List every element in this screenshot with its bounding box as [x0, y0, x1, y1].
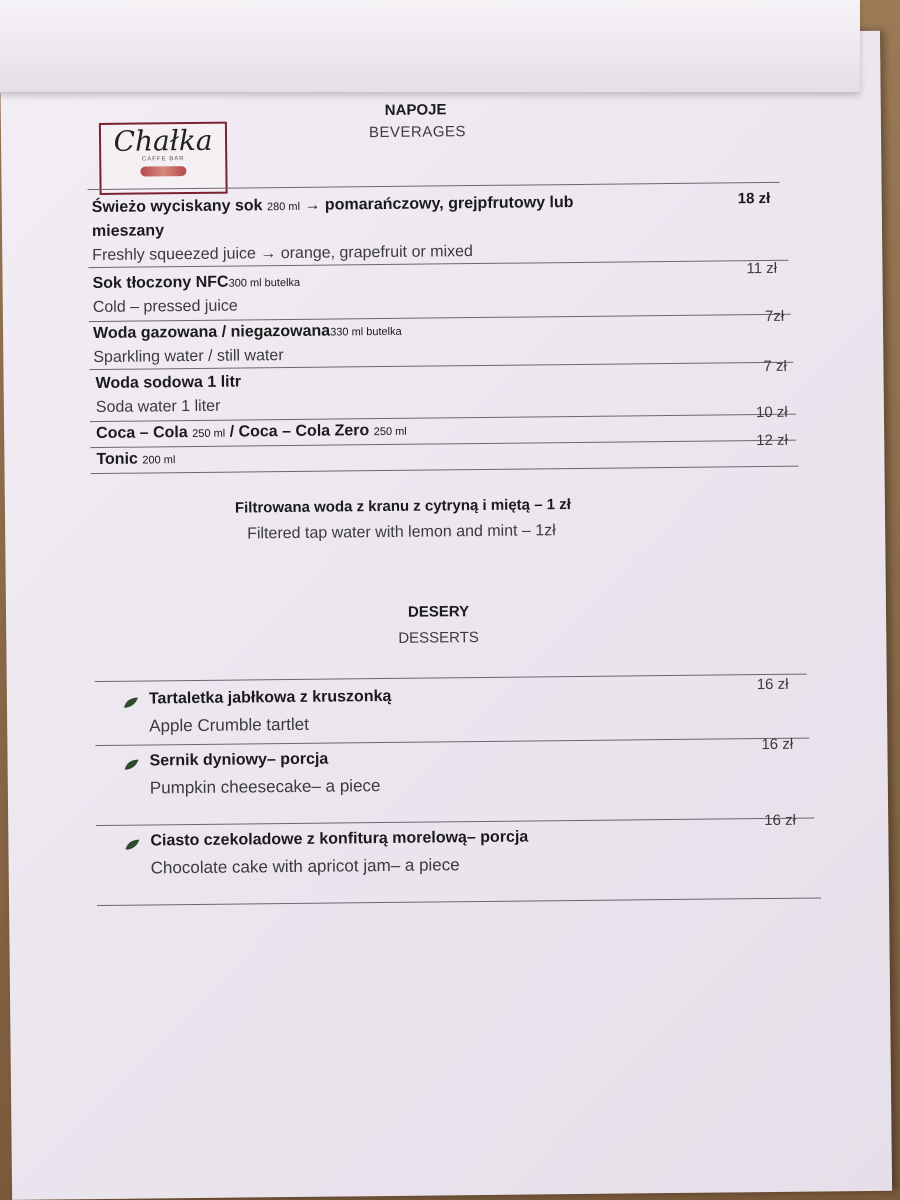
item-size: 250 ml — [192, 427, 226, 441]
menu-item-nfc-en: Cold – pressed juice — [92, 297, 238, 317]
tap-water-note-pl: Filtrowana woda z kranu z cytryną i miętą – 1 zł — [234, 496, 571, 517]
dessert-tartlet-en: Apple Crumble tartlet — [149, 714, 309, 736]
menu-item-juice-pl-cont: mieszany — [91, 222, 165, 241]
menu-page — [0, 31, 892, 1200]
dessert-cheesecake-en: Pumpkin cheesecake– a piece — [149, 776, 381, 798]
menu-item-soda-pl: Woda sodowa 1 litr — [95, 373, 242, 393]
tap-water-note-en: Filtered tap water with lemon and mint – 1zł — [247, 522, 556, 543]
item-size: 300 ml butelka — [228, 276, 301, 290]
bread-icon — [140, 166, 186, 176]
menu-item-cola-pl — [96, 422, 407, 443]
section-title-desserts-pl: DESERY — [407, 603, 470, 621]
item-size: 330 ml butelka — [330, 325, 402, 339]
divider — [91, 466, 799, 474]
section-title-desserts-en: DESSERTS — [398, 629, 479, 647]
dessert-tartlet-price: 16 zł — [756, 675, 789, 694]
menu-item-soda-en: Soda water 1 liter — [95, 397, 221, 417]
menu-item-juice-en: Freshly squeezed juice → orange, grapefruit or mixed — [92, 243, 473, 265]
item-name: Świeżo wyciskany sok — [91, 197, 263, 217]
previous-page-edge — [0, 0, 860, 93]
divider — [95, 674, 807, 682]
menu-item-water-pl — [93, 322, 402, 343]
dessert-tartlet-pl: Tartaletka jabłkowa z kruszonką — [148, 687, 392, 708]
divider — [95, 738, 809, 746]
menu-item-juice-pl — [92, 194, 574, 217]
item-name: Coca – Cola — [96, 424, 188, 443]
menu-item-nfc-price: 11 zł — [746, 259, 778, 278]
dessert-chocolate-price: 16 zł — [764, 811, 796, 830]
divider — [96, 818, 814, 827]
dessert-cheesecake-price: 16 zł — [761, 735, 794, 754]
item-name: Tonic — [96, 450, 138, 469]
menu-item-cola-price: 10 zł — [755, 403, 788, 422]
divider — [97, 897, 821, 906]
item-name: Woda gazowana / niegazowana — [92, 322, 331, 343]
item-name-tail: → pomarańczowy, grejpfrutowy lub — [299, 194, 574, 214]
menu-item-juice-price: 18 zł — [737, 189, 771, 208]
menu-item-soda-price: 7 zł — [763, 357, 787, 376]
dessert-chocolate-en: Chocolate cake with apricot jam– a piece — [150, 855, 460, 878]
dessert-cheesecake-pl: Sernik dyniowy– porcja — [149, 750, 329, 770]
item-size: 280 ml — [266, 200, 301, 214]
menu-item-water-en: Sparkling water / still water — [93, 347, 284, 367]
logo-text: Chałka — [113, 123, 213, 158]
item-name-mid: / Coca – Cola Zero — [225, 422, 370, 441]
section-title-beverages-pl: NAPOJE — [384, 101, 447, 119]
menu-item-water-price: 7zł — [764, 307, 785, 326]
item-name: Sok tłoczony NFC — [92, 273, 229, 293]
leaf-icon — [124, 759, 140, 771]
menu-item-tonic-price: 12 zł — [756, 431, 789, 450]
leaf-icon — [124, 839, 140, 851]
chalka-logo — [99, 122, 228, 195]
logo-subtitle: CAFFE BAR — [141, 156, 185, 163]
item-size-2: 250 ml — [373, 425, 407, 439]
item-size: 200 ml — [142, 454, 176, 467]
menu-item-tonic-pl — [96, 450, 175, 469]
leaf-icon — [123, 697, 139, 709]
section-title-beverages-en: BEVERAGES — [368, 123, 467, 142]
dessert-chocolate-pl: Ciasto czekoladowe z konfiturą morelową– porcja — [150, 828, 529, 850]
menu-item-nfc-pl — [92, 273, 300, 293]
